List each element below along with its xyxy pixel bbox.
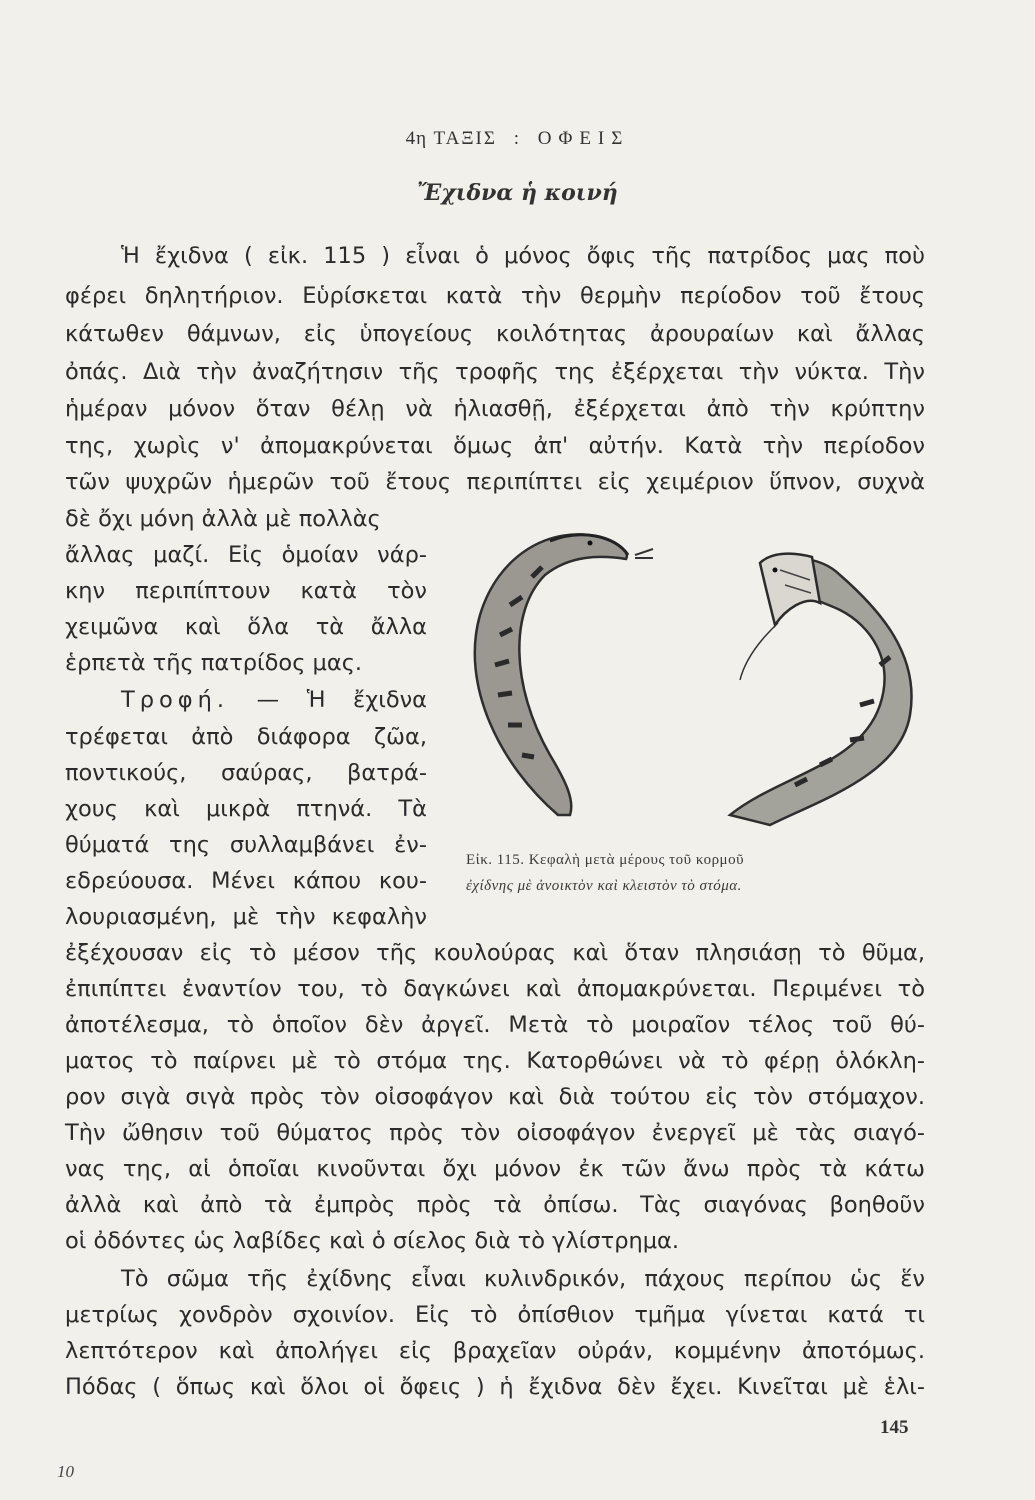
subheading-trofi: Τροφή.	[121, 687, 230, 713]
text-line: Ἡ ἔχιδνα ( εἰκ. 115 ) εἶναι ὁ μόνος ὄφις τῆς πατρίδος μας ποὺ	[121, 243, 925, 269]
section-title: Ἔχιδνα ἡ κοινή	[417, 180, 618, 206]
text-line: Τὸ σῶμα τῆς ἐχίδνης εἶναι κυλινδρικόν, πάχους περίπου ὡς ἕν	[121, 1266, 925, 1292]
order-label: ΤΑΞΙΣ	[433, 128, 497, 149]
text-line: ἀποτέλεσμα, τὸ ὁποῖον δὲν ἀργεῖ. Μετὰ τὸ μοιραῖον τέλος τοῦ θύ-	[65, 1012, 925, 1038]
chapter-header	[0, 128, 1035, 150]
text-line: της, χωρὶς ν' ἀπομακρύνεται ὅμως ἀπ' αὐτήν. Κατὰ τὴν περίοδον	[65, 433, 925, 459]
subheading-rest: — Ἡ ἔχιδνα	[256, 687, 427, 713]
text-line: τρέφεται ἀπὸ διάφορα ζῶα,	[65, 724, 427, 750]
page-number: 145	[880, 1417, 909, 1438]
text-line: φέρει δηλητήριον. Εὑρίσκεται κατὰ τὴν θερμὴν περίοδον τοῦ ἔτους	[65, 283, 925, 309]
text-line: ρον σιγὰ σιγὰ πρὸς τὸν οἰσοφάγον καὶ διὰ τούτου εἰς τὸν στόμαχον.	[65, 1084, 925, 1110]
text-line: Τὴν ὤθησιν τοῦ θύματος πρὸς τὸν οἰσοφάγον ἐνεργεῖ μὲ τὰς σιαγό-	[65, 1120, 925, 1146]
text-line: δὲ ὄχι μόνη ἀλλὰ μὲ πολλὰς	[65, 506, 381, 532]
order-name: ΟΦΕΙΣ	[537, 128, 630, 149]
text-line: οἱ ὀδόντες ὡς λαβίδες καὶ ὁ σίελος διὰ τὸ γλίστρημα.	[65, 1228, 680, 1254]
text-line: λουριασμένη, μὲ τὴν κεφαλὴν	[65, 904, 427, 930]
text-line: κην περιπίπτουν κατὰ τὸν	[65, 578, 427, 604]
figure-caption-line1: Εἰκ. 115. Κεφαλὴ μετὰ μέρους τοῦ κορμοῦ	[466, 852, 745, 868]
snake-closed-mouth	[475, 534, 653, 815]
snake-open-mouth	[730, 554, 912, 825]
text-line: Πόδας ( ὅπως καὶ ὅλοι οἱ ὄφεις ) ἡ ἔχιδνα δὲν ἔχει. Κινεῖται μὲ ἑλι-	[65, 1374, 925, 1400]
text-line: ποντικούς, σαύρας, βατρά-	[65, 760, 427, 786]
text-line: ἐπιπίπτει ἐναντίον του, τὸ δαγκώνει καὶ ἀπομακρύνεται. Περιμένει τὸ	[65, 976, 925, 1002]
text-line: ἡμέραν μόνον ὅταν θέλῃ νὰ ἡλιασθῇ, ἐξέρχεται ἀπὸ τὴν κρύπτην	[65, 396, 925, 422]
text-line: εδρεύουσα. Μένει κάπου κου-	[65, 868, 427, 894]
text-line: κάτωθεν θάμνων, εἰς ὑπογείους κοιλότητας ἀρουραίων καὶ ἄλλας	[65, 321, 925, 347]
text-line: λεπτότερον καὶ ἀπολήγει εἰς βραχεῖαν οὐράν, κομμένην ἀποτόμως.	[65, 1338, 925, 1364]
text-line: ματος τὸ παίρνει μὲ τὸ στόμα της. Κατορθώνει νὰ τὸ φέρῃ ὁλόκλη-	[65, 1048, 925, 1074]
text-line: χειμῶνα καὶ ὅλα τὰ ἄλλα	[65, 614, 427, 640]
text-line: ἀλλὰ καὶ ἀπὸ τὰ ἐμπρὸς πρὸς τὰ ὀπίσω. Τὰς σιαγόνας βοηθοῦν	[65, 1192, 925, 1218]
text-line: ὀπάς. Διὰ τὴν ἀναζήτησιν τῆς τροφῆς της ἐξέρχεται τὴν νύκτα. Τὴν	[65, 359, 925, 385]
text-line: ἑρπετὰ τῆς πατρίδος μας.	[65, 650, 363, 676]
text-line: ἄλλας μαζί. Εἰς ὁμοίαν νάρ-	[65, 542, 427, 568]
text-line: ἐξέχουσαν εἰς τὸ μέσον τῆς κουλούρας καὶ ὅταν πλησιάσῃ τὸ θῦμα,	[65, 940, 925, 966]
text-line: χους καὶ μικρὰ πτηνά. Τὰ	[65, 796, 427, 822]
text-line-heading	[65, 684, 427, 716]
text-line: νας της, αἱ ὁποῖαι κινοῦνται ὄχι μόνον ἐκ τῶν ἄνω πρὸς τὰ κάτω	[65, 1156, 925, 1182]
header-separator: :	[513, 128, 521, 149]
figure-caption-line2: ἐχίδνης μὲ ἀνοικτὸν καὶ κλειστὸν τὸ στόμα.	[466, 878, 742, 894]
viper-illustration	[440, 515, 930, 845]
text-line: μετρίως χονδρὸν σχοινίον. Εἰς τὸ ὀπίσθιον τμῆμα γίνεται κατά τι	[65, 1302, 925, 1328]
text-line: θύματά της συλλαμβάνει ἐν-	[65, 832, 427, 858]
order-number: 4η	[405, 128, 428, 149]
text-line: τῶν ψυχρῶν ἡμερῶν τοῦ ἔτους περιπίπτει εἰς χειμέριον ὕπνον, συχνὰ	[65, 469, 925, 495]
signature-mark: 10	[57, 1462, 74, 1481]
